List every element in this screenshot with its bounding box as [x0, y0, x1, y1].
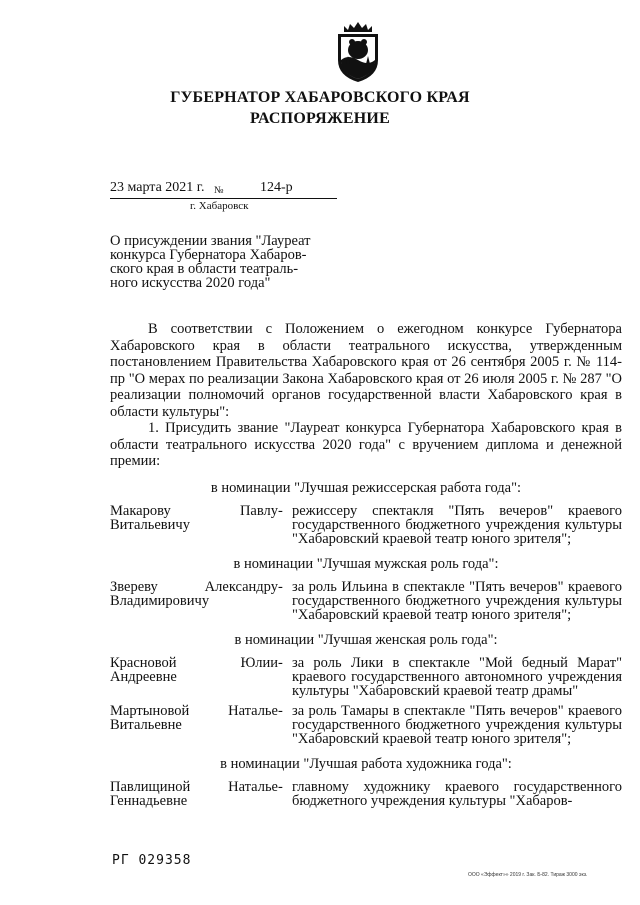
preamble-paragraph: В соответствии с Положением о ежегодном конкурсе Губернатора Хабаровского края в области театрального искусства, утвержденным постановлением Правительства Хабаровского края от 26 сентября 2005 г. № 114-пр "О мерах по реализации Закона Хабаровского края от 26 июля 2005 г. № 287 "О реализации полномочий органов государственной власти Хабаровского края в области культуры": — [110, 321, 622, 420]
awardee-name: Павлищиной Наталье Геннадьевне — [110, 778, 278, 809]
date-underline — [110, 198, 337, 199]
coat-of-arms-emblem — [332, 20, 384, 84]
document-city: г. Хабаровск — [190, 200, 249, 212]
subject-line: ного искусства 2020 года" — [110, 275, 271, 291]
awardee-name: Красновой Юлии Андреевне — [110, 654, 278, 685]
awardee-dash: - — [278, 578, 283, 595]
awardee-dash: - — [278, 502, 283, 519]
awardee-row — [110, 504, 622, 546]
subject-block — [110, 234, 310, 290]
awardee-dash: - — [278, 702, 283, 719]
document-body — [110, 321, 622, 814]
nomination-title: в номинации "Лучшая мужская роль года": — [233, 555, 499, 572]
printer-imprint: ООО «Эффект»» 2019 г. Зак. Б-82. Тираж 3000 экз. — [468, 872, 588, 878]
document-date: 23 марта 2021 г. — [110, 180, 205, 195]
subject-line: О присуждении звания "Лауреат — [110, 233, 311, 249]
awardee-row — [110, 580, 622, 622]
awardee-dash: - — [278, 654, 283, 671]
awardee-row — [110, 656, 622, 698]
awardee-name: Звереву Александру Владимировичу — [110, 578, 278, 609]
awardee-name: Мартыновой Наталье Витальевне — [110, 702, 278, 733]
awardee-description: за роль Тамары в спектакле "Пять вечеров" краевого государственного бюджетного учреждения культуры "Хабаровский краевой театр юного зрителя"; — [292, 702, 622, 747]
document-type: РАСПОРЯЖЕНИЕ — [250, 110, 390, 127]
clause-1: 1. Присудить звание "Лауреат конкурса Губернатора Хабаровского края в области театрального искусства 2020 года" с вручением диплома и денежной премии: — [110, 420, 622, 469]
nomination-title: в номинации "Лучшая работа художника года": — [220, 755, 512, 772]
awardee-description: режиссеру спектакля "Пять вечеров" краевого государственного бюджетного учреждения культуры "Хабаровский краевой театр юного зрителя"; — [292, 502, 622, 547]
number-label: № — [214, 185, 224, 196]
issuer-title: ГУБЕРНАТОР ХАБАРОВСКОГО КРАЯ — [170, 89, 470, 106]
nomination-title: в номинации "Лучшая женская роль года": — [234, 631, 498, 648]
awardee-description: главному художнику краевого государственного бюджетного учреждения культуры "Хабаров- — [292, 778, 622, 809]
awardee-name: Макарову Павлу Витальевичу — [110, 502, 278, 533]
awardee-row — [110, 780, 622, 808]
subject-line: конкурса Губернатора Хабаров- — [110, 247, 307, 263]
nomination-title: в номинации "Лучшая режиссерская работа года": — [210, 479, 522, 496]
subject-line: ского края в области театраль- — [110, 261, 299, 277]
awardee-description: за роль Ильина в спектакле "Пять вечеров" краевого государственного бюджетного учреждения культуры "Хабаровский краевой театр юного зрителя"; — [292, 578, 622, 623]
form-serial-code: РГ 029358 — [112, 853, 192, 868]
awardee-dash: - — [278, 778, 283, 795]
date-number-line — [110, 180, 350, 200]
awardee-description: за роль Лики в спектакле "Мой бедный Марат" краевого государственного автономного учреждения культуры "Хабаровский краевой театр драмы" — [292, 654, 622, 699]
awardee-row — [110, 704, 622, 746]
document-number: 124-р — [260, 180, 293, 195]
